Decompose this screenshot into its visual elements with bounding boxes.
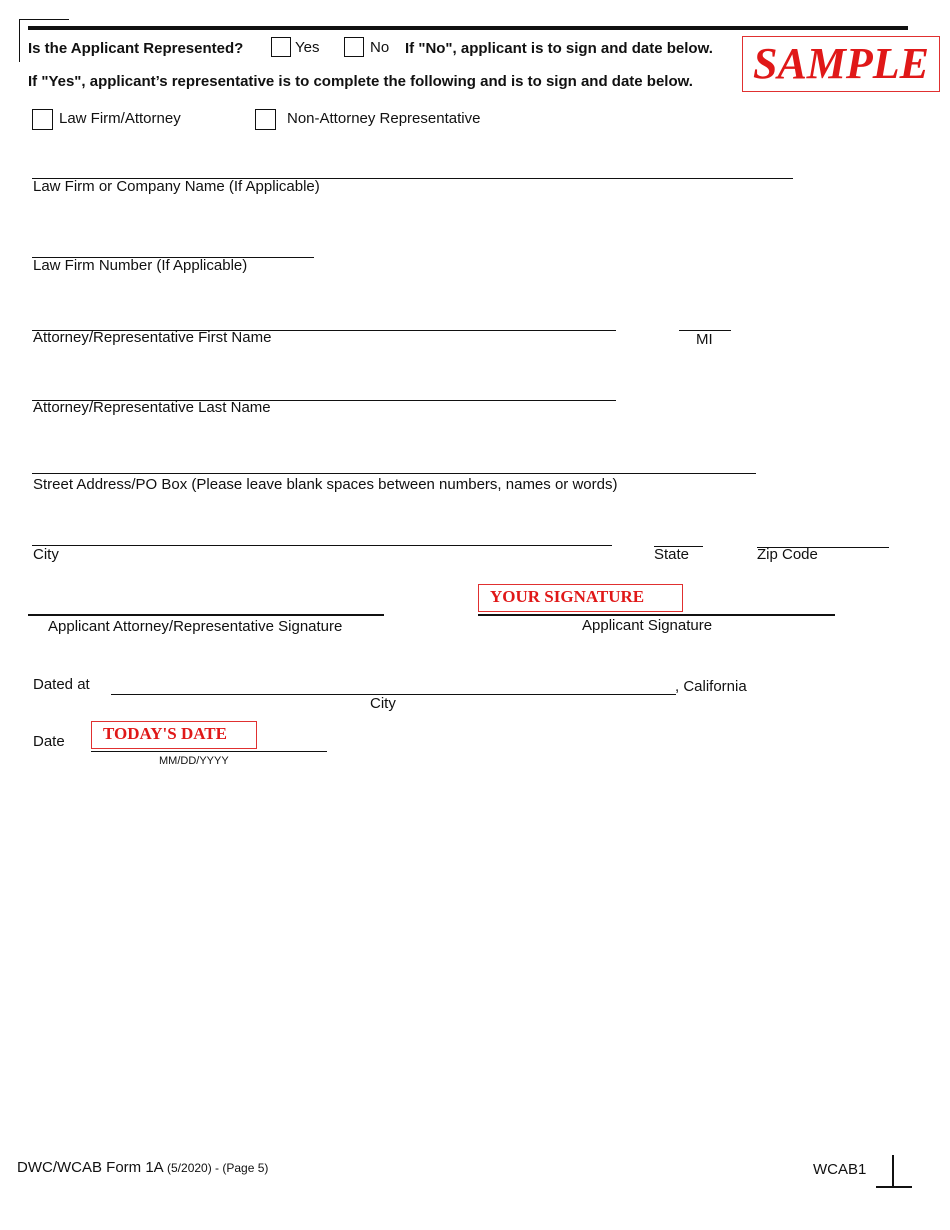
dated-at-label: Dated at — [33, 676, 90, 693]
last-name-label: Attorney/Representative Last Name — [33, 399, 271, 416]
non-attorney-label: Non-Attorney Representative — [287, 110, 481, 127]
dated-city-caption: City — [370, 695, 396, 712]
yes-label: Yes — [295, 39, 320, 56]
applicant-signature-field[interactable] — [478, 614, 835, 616]
no-label: No — [370, 39, 390, 56]
date-label: Date — [33, 733, 65, 750]
first-name-label: Attorney/Representative First Name — [33, 329, 272, 346]
attorney-signature-label: Applicant Attorney/Representative Signature — [48, 618, 343, 635]
yes-checkbox[interactable] — [271, 37, 291, 57]
represented-question: Is the Applicant Represented? — [28, 40, 244, 57]
mi-label: MI — [696, 331, 713, 348]
no-instruction: If "No", applicant is to sign and date below. — [405, 40, 713, 57]
date-format-hint: MM/DD/YYYY — [159, 755, 229, 767]
footer-form-name: DWC/WCAB Form 1A — [17, 1159, 163, 1176]
your-signature-stamp: YOUR SIGNATURE — [478, 584, 683, 612]
california-label: , California — [675, 678, 747, 695]
zip-label: Zip Code — [757, 546, 818, 563]
state-label: State — [654, 546, 690, 563]
city-field[interactable] — [32, 545, 612, 546]
non-attorney-checkbox[interactable] — [255, 109, 276, 130]
attorney-signature-field[interactable] — [28, 614, 384, 616]
law-firm-label: Law Firm/Attorney — [59, 110, 181, 127]
city-label: City — [33, 546, 59, 563]
street-field[interactable] — [32, 473, 756, 474]
top-corner-h — [19, 19, 69, 20]
company-name-label: Law Firm or Company Name (If Applicable) — [33, 178, 320, 195]
top-corner-v — [19, 19, 20, 62]
footer-form-version: (5/2020) - (Page 5) — [167, 1161, 269, 1175]
date-field[interactable] — [91, 751, 327, 752]
yes-instruction: If "Yes", applicant’s representative is to complete the following and is to sign and date below. — [28, 73, 693, 90]
footer-corner-v — [892, 1155, 894, 1187]
no-checkbox[interactable] — [344, 37, 364, 57]
firm-number-label: Law Firm Number (If Applicable) — [33, 257, 248, 274]
footer-form-id — [17, 1159, 268, 1177]
footer-corner-h — [876, 1186, 912, 1188]
applicant-signature-label: Applicant Signature — [582, 617, 713, 634]
street-label: Street Address/PO Box (Please leave blank spaces between numbers, names or words) — [33, 476, 618, 493]
footer-code: WCAB1 — [813, 1161, 867, 1178]
top-rule — [28, 26, 908, 30]
todays-date-stamp: TODAY'S DATE — [91, 721, 257, 749]
sample-stamp: SAMPLE — [742, 36, 940, 92]
law-firm-checkbox[interactable] — [32, 109, 53, 130]
